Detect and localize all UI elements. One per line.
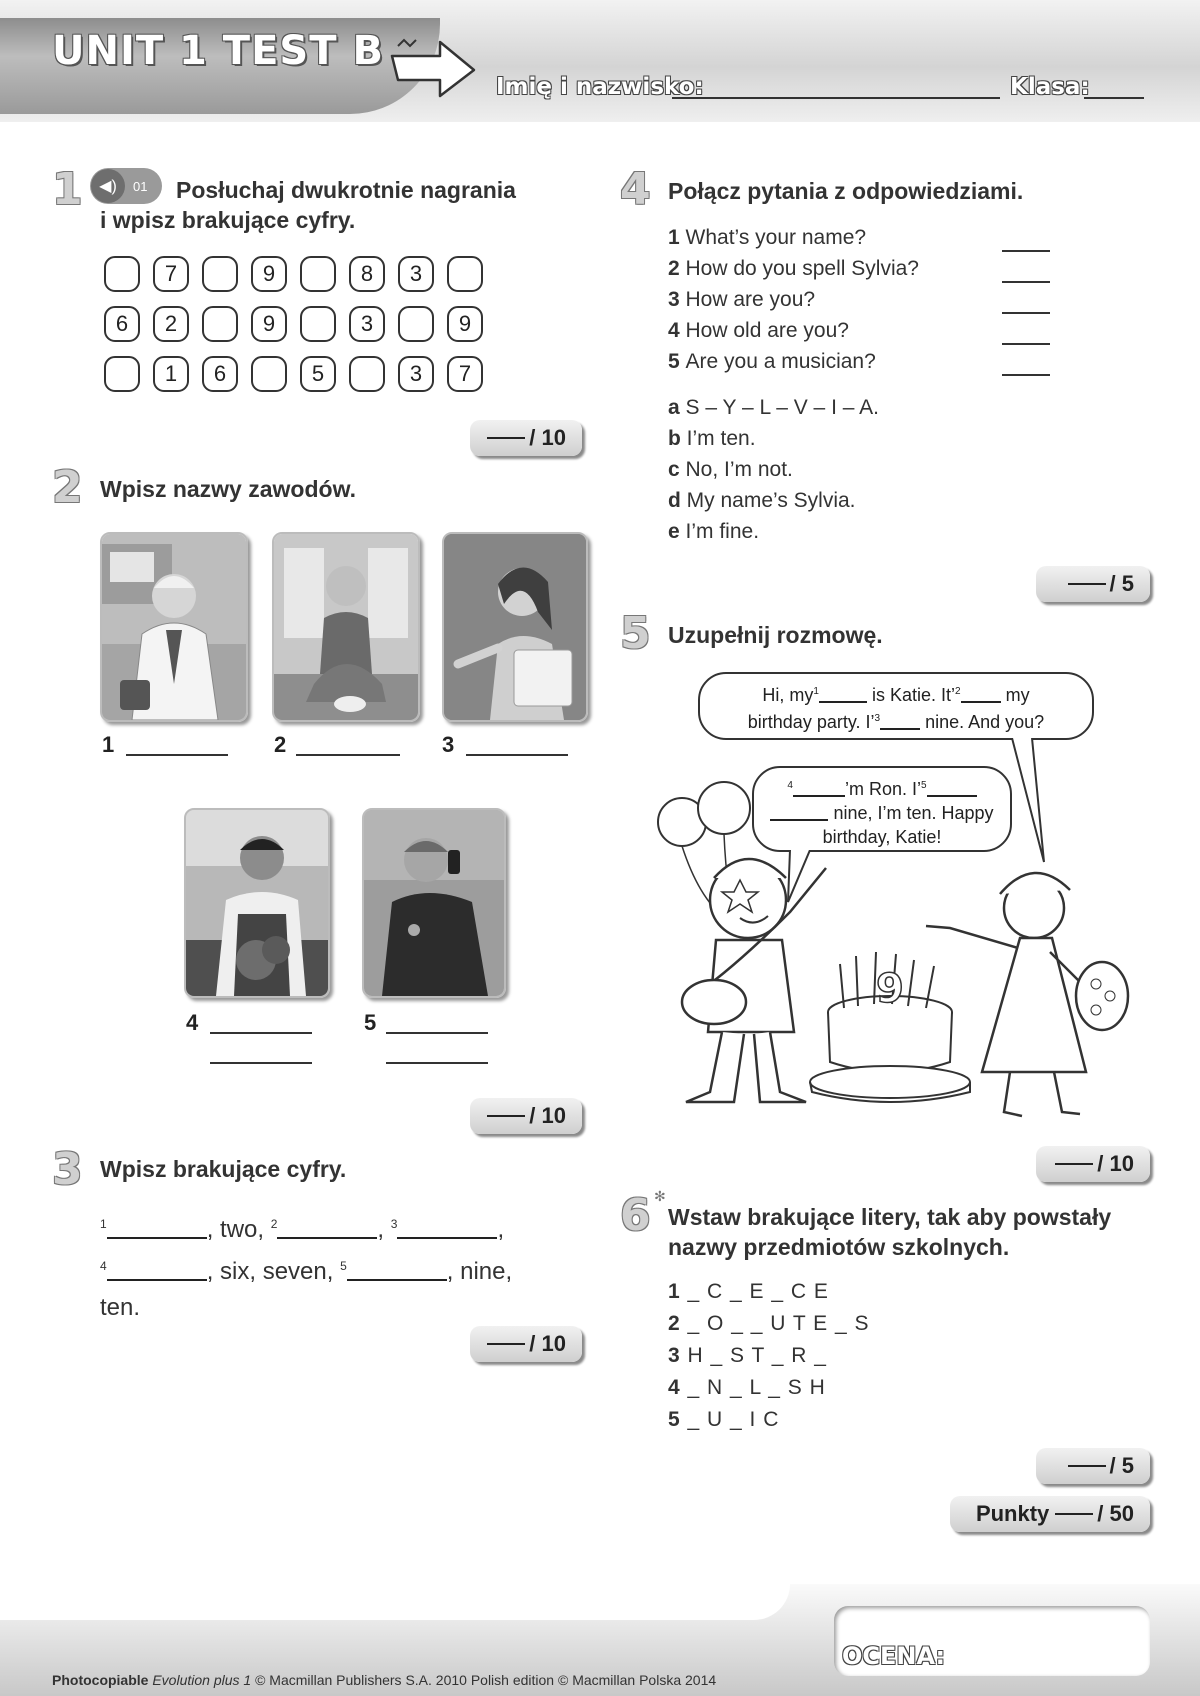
exercise-6-number: 6 xyxy=(620,1190,651,1241)
exercise-6-score: / 5 xyxy=(1036,1448,1150,1484)
speaker-icon: ◀) xyxy=(91,169,125,203)
exercise-3-title: Wpisz brakujące cyfry. xyxy=(100,1156,347,1182)
speech-bubble-ron: $^4$ ’m Ron. I’$^5$ nine, I’m ten. Happy birthday, Katie! xyxy=(752,766,1012,852)
grade-label: OCENA: xyxy=(842,1642,946,1670)
subject-item[interactable]: 2 _ O _ _ U T E _ S xyxy=(668,1312,870,1335)
digit-box: 6 xyxy=(202,356,238,392)
number-answer-2[interactable] xyxy=(277,1237,377,1239)
exercise-5-score: / 10 xyxy=(1036,1146,1150,1182)
svg-text:9: 9 xyxy=(876,966,904,1012)
class-field[interactable] xyxy=(1084,97,1144,99)
class-label: Klasa: xyxy=(1010,74,1090,100)
answer-item: d My name’s Sylvia. xyxy=(668,489,856,512)
job-answer-5a[interactable] xyxy=(386,1032,488,1034)
photo-teacher xyxy=(442,532,588,722)
copyright: Photocopiable Evolution plus 1 © Macmillan Publishers S.A. 2010 Polish edition © Macmillan Polska 2014 xyxy=(52,1672,717,1688)
exercise-3-number: 3 xyxy=(52,1144,83,1195)
dialogue-blank-2[interactable] xyxy=(961,701,1001,703)
exercise-4-title: Połącz pytania z odpowiedziami. xyxy=(668,178,1024,204)
match-answer-field[interactable] xyxy=(1002,374,1050,376)
digit-box: 9 xyxy=(251,256,287,292)
exercise-1-score: / 10 xyxy=(470,420,582,456)
photo-4-label: 4 xyxy=(186,1010,199,1035)
number-answer-4[interactable] xyxy=(107,1279,207,1281)
exercise-6-title: Wstaw brakujące litery, tak aby powstały xyxy=(668,1204,1112,1230)
question-item: 2 How do you spell Sylvia? xyxy=(668,257,919,280)
job-answer-4a[interactable] xyxy=(210,1032,312,1034)
answer-item: b I’m ten. xyxy=(668,427,756,450)
page-title: UNIT 1 TEST B xyxy=(52,28,384,74)
digit-box: 1 xyxy=(153,356,189,392)
speech-bubble-katie: Hi, $my^1$ is Katie. It’$^2$ my birthday party. I’$^3$ nine. And you? xyxy=(698,672,1094,740)
photo-police-officer xyxy=(362,808,506,998)
job-answer-2[interactable] xyxy=(296,754,400,756)
dialogue-blank-4[interactable] xyxy=(793,795,845,797)
job-answer-5b[interactable] xyxy=(386,1062,488,1064)
exercise-4-score: / 5 xyxy=(1036,566,1150,602)
answer-item: e I’m fine. xyxy=(668,520,760,543)
subject-item[interactable]: 1 _ C _ E _ C E xyxy=(668,1280,829,1303)
photo-doctor xyxy=(100,532,248,722)
digit-box: 5 xyxy=(300,356,336,392)
photo-fitness-instructor xyxy=(272,532,420,722)
digit-input-box[interactable] xyxy=(300,306,336,342)
question-item: 1 What’s your name? xyxy=(668,226,867,249)
track-number: 01 xyxy=(133,178,148,194)
job-answer-4b[interactable] xyxy=(210,1062,312,1064)
total-score: Punkty / 50 xyxy=(950,1496,1150,1532)
digit-box: 3 xyxy=(398,356,434,392)
digit-box: 2 xyxy=(153,306,189,342)
exercise-2-score: / 10 xyxy=(470,1098,582,1134)
footer-curve xyxy=(0,1584,790,1620)
subject-item[interactable]: 5 _ U _ I C xyxy=(668,1408,780,1431)
number-answer-5[interactable] xyxy=(347,1279,447,1281)
audio-track-badge[interactable] xyxy=(90,168,162,204)
digit-box: 3 xyxy=(349,306,385,342)
optional-star-icon: ✻ xyxy=(654,1188,666,1204)
question-item: 4 How old are you? xyxy=(668,319,849,342)
exercise-1-number: 1 xyxy=(52,164,83,215)
digit-box: 9 xyxy=(251,306,287,342)
exercise-6-title-line2: nazwy przedmiotów szkolnych. xyxy=(668,1234,1010,1260)
exercise-2-number: 2 xyxy=(52,462,83,513)
digit-box: 8 xyxy=(349,256,385,292)
bubble-tail-ron xyxy=(786,850,816,904)
photo-1-label: 1 xyxy=(102,732,115,757)
birthday-illustration xyxy=(630,672,1150,1132)
job-answer-3[interactable] xyxy=(466,754,568,756)
arrow-pencil-icon xyxy=(388,34,480,100)
dialogue-blank-3[interactable] xyxy=(880,728,920,730)
digit-input-box[interactable] xyxy=(251,356,287,392)
number-answer-1[interactable] xyxy=(107,1237,207,1239)
digit-box: 9 xyxy=(447,306,483,342)
digit-box: 3 xyxy=(398,256,434,292)
exercise-5-number: 5 xyxy=(620,608,651,659)
match-answer-field[interactable] xyxy=(1002,343,1050,345)
photo-2-label: 2 xyxy=(274,732,287,757)
exercise-3-score: / 10 xyxy=(470,1326,582,1362)
question-item: 5 Are you a musician? xyxy=(668,350,876,373)
digit-box: 7 xyxy=(447,356,483,392)
answer-item: a S – Y – L – V – I – A. xyxy=(668,396,879,419)
match-answer-field[interactable] xyxy=(1002,312,1050,314)
exercise-3-text: $^1$ , two, $^2$ , $^3$ , $^4$ , six, seven, $^5$ , nine, ten. xyxy=(100,1216,513,1321)
name-label: Imię i nazwisko: xyxy=(496,74,704,100)
digit-input-box[interactable] xyxy=(349,356,385,392)
question-item: 3 How are you? xyxy=(668,288,816,311)
dialogue-blank-5a[interactable] xyxy=(927,795,977,797)
answer-item: c No, I’m not. xyxy=(668,458,793,481)
digit-input-box[interactable] xyxy=(300,256,336,292)
job-answer-1[interactable] xyxy=(126,754,228,756)
match-answer-field[interactable] xyxy=(1002,281,1050,283)
digit-input-box[interactable] xyxy=(202,306,238,342)
photo-5-label: 5 xyxy=(364,1010,377,1035)
exercise-4-number: 4 xyxy=(620,164,651,215)
digit-box: 6 xyxy=(104,306,140,342)
exercise-1-title: Posłuchaj dwukrotnie nagrania xyxy=(176,177,516,203)
exercise-2-title: Wpisz nazwy zawodów. xyxy=(100,476,356,502)
exercise-5-title: Uzupełnij rozmowę. xyxy=(668,622,883,648)
digit-input-box[interactable] xyxy=(202,256,238,292)
digit-input-box[interactable] xyxy=(447,256,483,292)
name-field[interactable] xyxy=(672,97,1000,99)
digit-box: 7 xyxy=(153,256,189,292)
subject-item[interactable]: 4 _ N _ L _ S H xyxy=(668,1376,826,1399)
photo-3-label: 3 xyxy=(442,732,455,757)
exercise-1-title-line2: i wpisz brakujące cyfry. xyxy=(100,207,356,233)
digit-input-box[interactable] xyxy=(104,256,140,292)
number-answer-3[interactable] xyxy=(397,1237,497,1239)
subject-item[interactable]: 3 H _ S T _ R _ xyxy=(668,1344,827,1367)
photo-florist xyxy=(184,808,330,998)
digit-input-box[interactable] xyxy=(104,356,140,392)
digit-input-box[interactable] xyxy=(398,306,434,342)
match-answer-field[interactable] xyxy=(1002,250,1050,252)
dialogue-blank-1[interactable] xyxy=(819,701,867,703)
dialogue-blank-5b[interactable] xyxy=(770,819,828,821)
bubble-tail-katie xyxy=(1010,738,1050,864)
